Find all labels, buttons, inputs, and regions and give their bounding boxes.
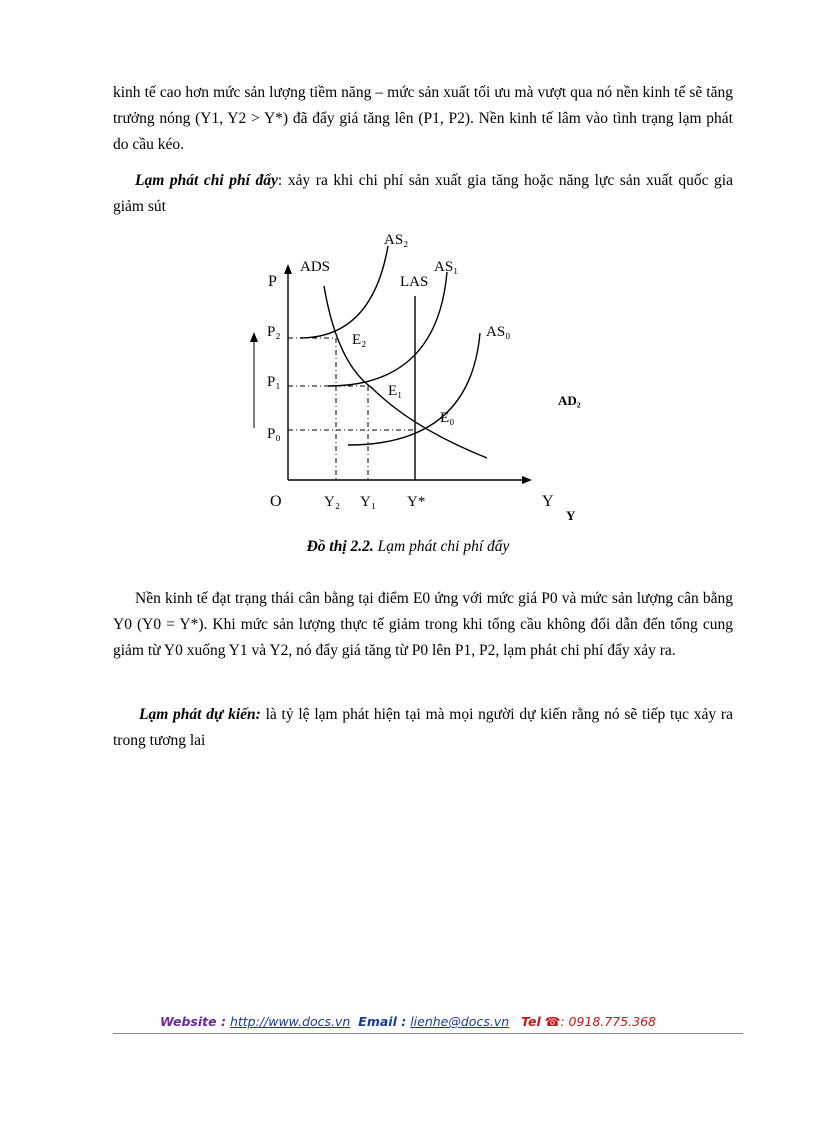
as2-label: AS₂ — [384, 232, 409, 248]
p-axis-label: P — [268, 273, 277, 290]
term-cost-push: Lạm phát chi phí đẩy — [135, 172, 278, 189]
ad2-label: AD₂ — [558, 393, 581, 408]
tel-label: Tel — [521, 1014, 541, 1029]
y2-label: Y₂ — [324, 494, 341, 510]
figure-number: Đồ thị 2.2. — [306, 538, 374, 555]
y-axis-label: Y — [542, 493, 554, 510]
as1-curve — [328, 272, 447, 386]
as1-label: AS₁ — [434, 259, 459, 275]
paragraph-equilibrium: Nền kinh tế đạt trạng thái cân bằng tại điểm E0 ứng với mức giá P0 và mức sản lượng cân bằng Y0 (Y0 = Y*). Khi mức sản lượng thực tế giảm trong khi tổng cầu không đổi dẫn đến tổng cung giảm từ Y0 xuống Y1 và Y2, nó đẩy giá tăng từ P0 lên P1, P2, lạm phát chi phí đẩy xảy ra. — [113, 590, 733, 659]
y-axis-label-2: Y — [566, 508, 576, 523]
website-label: Website : — [160, 1014, 226, 1029]
website-link[interactable]: http://www.docs.vn — [229, 1014, 351, 1029]
y1-label: Y₁ — [360, 494, 377, 510]
e2-label: E₂ — [352, 332, 367, 348]
page-footer — [0, 1014, 816, 1029]
tel-value: : 0918.775.368 — [560, 1014, 656, 1029]
paragraph-demand-pull: kinh tế cao hơn mức sản lượng tiềm năng – mức sản xuất tối ưu mà vượt qua nó nền kinh tế sẽ tăng trưởng nóng (Y1, Y2 > Y*) đã đẩy giá tăng lên (P1, P2). Nền kinh tế lâm vào tình trạng lạm phát do cầu kéo. — [113, 84, 733, 153]
e0-label: E₀ — [440, 410, 455, 426]
p0-label: P₀ — [267, 426, 281, 442]
email-label: Email : — [358, 1014, 407, 1029]
e1-label: E₁ — [388, 383, 403, 399]
ads-curve — [324, 286, 487, 458]
phone-icon: ☎ — [544, 1014, 561, 1029]
price-rise-arrowhead — [250, 332, 258, 342]
definition-cost-push: : xảy ra khi chi phí sản xuất gia tăng hoặc năng lực sản xuất quốc gia giảm sút — [113, 172, 733, 215]
las-label: LAS — [400, 274, 429, 290]
footer-divider — [113, 1033, 743, 1034]
email-link[interactable]: lienhe@docs.vn — [410, 1014, 510, 1029]
figure-caption — [0, 538, 816, 556]
paragraph-expected-inflation — [113, 702, 733, 754]
p2-label: P₂ — [267, 324, 281, 340]
definition-expected-inflation: là tỷ lệ lạm phát hiện tại mà mọi người dự kiến rằng nó sẽ tiếp tục xảy ra trong tương lai — [113, 706, 733, 749]
term-expected-inflation: Lạm phát dự kiến: — [139, 706, 261, 723]
y-axis-arrow — [522, 476, 532, 484]
ads-label: ADS — [300, 259, 331, 275]
paragraph-cost-push — [113, 168, 733, 220]
origin-label: O — [270, 493, 282, 510]
ystar-label: Y* — [407, 494, 426, 510]
as0-label: AS₀ — [486, 324, 511, 340]
p-axis-arrow — [284, 264, 292, 274]
cost-push-graph — [232, 228, 592, 528]
p1-label: P₁ — [267, 374, 281, 390]
figure-title: Lạm phát chi phí đẩy — [373, 538, 510, 555]
